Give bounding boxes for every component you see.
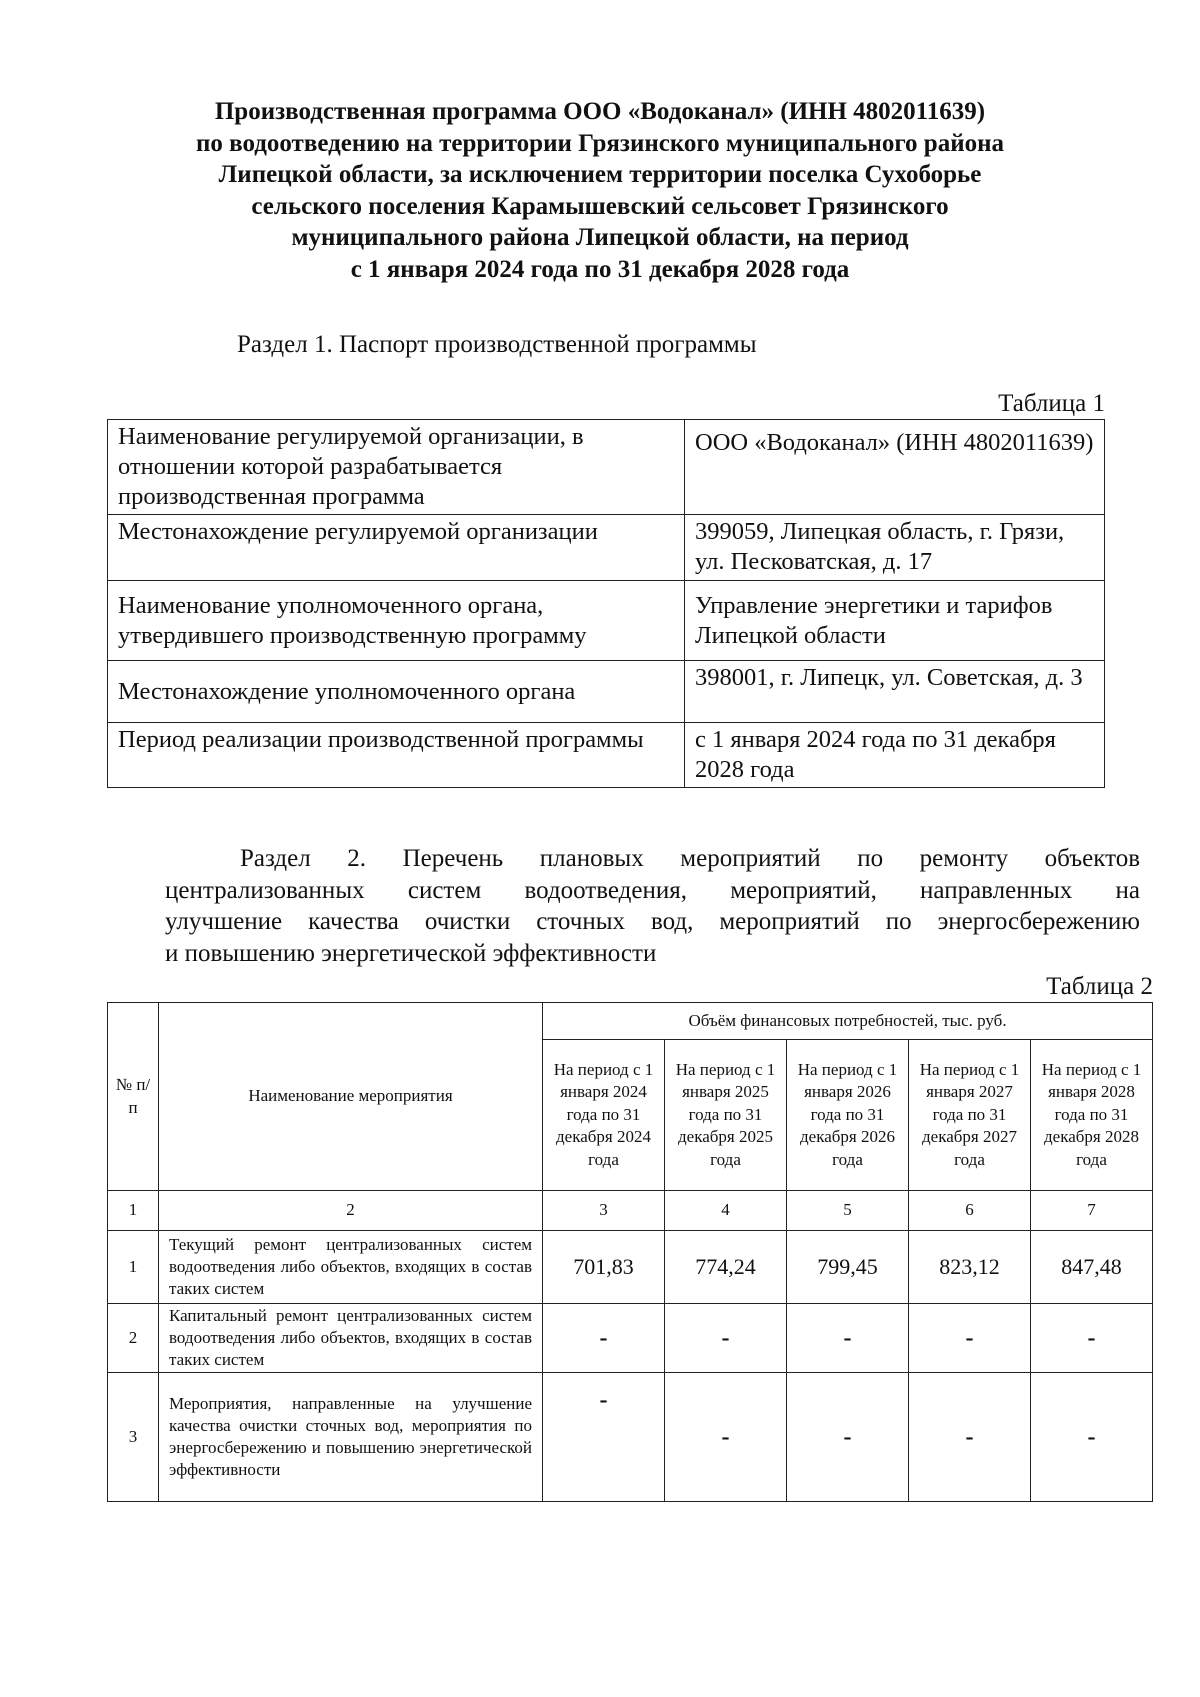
title-line: Производственная программа ООО «Водоканал» (ИНН 4802011639) <box>214 98 986 125</box>
table-row <box>108 515 1105 581</box>
row-value: - <box>665 1304 787 1373</box>
passport-label: Местонахождение регулируемой организации <box>108 515 685 581</box>
row-num: 1 <box>108 1231 159 1304</box>
column-number: 5 <box>787 1191 909 1231</box>
section2-heading-line: централизованных систем водоотведения, мероприятий, направленных на <box>165 876 1140 904</box>
measures-table <box>107 1002 1153 1502</box>
section2-heading-line: Раздел 2. Перечень плановых мероприятий по ремонту объектов <box>240 845 1140 872</box>
column-number: 2 <box>159 1191 543 1231</box>
passport-value: Управление энергетики и тарифов Липецкой области <box>685 581 1105 661</box>
title-line: Липецкой области, за исключением территории поселка Сухоборье <box>218 161 982 188</box>
column-number: 7 <box>1031 1191 1153 1231</box>
section2-heading-line: улучшение качества очистки сточных вод, мероприятий по энергосбережению <box>165 908 1140 935</box>
table-row <box>108 420 1105 515</box>
row-value: - <box>543 1373 665 1502</box>
row-value: - <box>787 1373 909 1502</box>
title-line: с 1 января 2024 года по 31 декабря 2028 года <box>350 255 850 283</box>
table2-caption: Таблица 2 <box>1046 973 1153 1000</box>
passport-label: Местонахождение уполномоченного органа <box>108 661 685 723</box>
passport-value: 399059, Липецкая область, г. Грязи, ул. Песковатская, д. 17 <box>685 515 1105 581</box>
passport-label: Наименование регулируемой организации, в отношении которой разрабатывается производственная программа <box>108 420 685 515</box>
section2-heading-line: и повышению энергетической эффективности <box>165 939 657 967</box>
section1-heading: Раздел 1. Паспорт производственной программы <box>237 331 757 358</box>
passport-value: ООО «Водоканал» (ИНН 4802011639) <box>685 420 1105 515</box>
passport-value: 398001, г. Липецк, ул. Советская, д. 3 <box>685 661 1105 723</box>
table-row <box>108 1231 1153 1304</box>
header-period: На период с 1 января 2026 года по 31 декабря 2026 года <box>787 1040 909 1191</box>
column-number: 4 <box>665 1191 787 1231</box>
table-header-row <box>108 1003 1153 1040</box>
table-row <box>108 1373 1153 1502</box>
row-name: Капитальный ремонт централизованных систем водоотведения либо объектов, входящих в состав таких систем <box>159 1304 543 1373</box>
column-number: 3 <box>543 1191 665 1231</box>
header-name: Наименование мероприятия <box>159 1003 543 1191</box>
passport-value: с 1 января 2024 года по 31 декабря 2028 года <box>685 723 1105 788</box>
row-value: - <box>665 1373 787 1502</box>
header-period: На период с 1 января 2028 года по 31 декабря 2028 года <box>1031 1040 1153 1191</box>
title-line: муниципального района Липецкой области, на период <box>291 224 909 251</box>
row-num: 2 <box>108 1304 159 1373</box>
passport-label: Наименование уполномоченного органа, утвердившего производственную программу <box>108 581 685 661</box>
header-financing: Объём финансовых потребностей, тыс. руб. <box>543 1003 1153 1040</box>
header-period: На период с 1 января 2024 года по 31 декабря 2024 года <box>543 1040 665 1191</box>
table-row <box>108 723 1105 788</box>
passport-label: Период реализации производственной программы <box>108 723 685 788</box>
column-number: 6 <box>909 1191 1031 1231</box>
passport-table <box>107 419 1105 788</box>
header-period: На период с 1 января 2027 года по 31 декабря 2027 года <box>909 1040 1031 1191</box>
title-line: сельского поселения Карамышевский сельсовет Грязинского <box>251 192 949 220</box>
row-value: 847,48 <box>1031 1231 1153 1304</box>
table-row <box>108 581 1105 661</box>
section2-heading <box>165 843 1140 969</box>
row-name: Мероприятия, направленные на улучшение качества очистки сточных вод, мероприятия по энергосбережению и повышению энергетической эффективности <box>159 1373 543 1502</box>
row-value: - <box>787 1304 909 1373</box>
row-value: 701,83 <box>543 1231 665 1304</box>
header-num: № п/п <box>108 1003 159 1191</box>
row-value: 799,45 <box>787 1231 909 1304</box>
table1-caption: Таблица 1 <box>998 390 1105 417</box>
row-value: - <box>543 1304 665 1373</box>
column-number: 1 <box>108 1191 159 1231</box>
row-value: - <box>909 1373 1031 1502</box>
row-value: - <box>1031 1373 1153 1502</box>
title-line: по водоотведению на территории Грязинского муниципального района <box>195 129 1005 157</box>
table-row <box>108 661 1105 723</box>
row-value: - <box>1031 1304 1153 1373</box>
row-name: Текущий ремонт централизованных систем водоотведения либо объектов, входящих в состав таких систем <box>159 1231 543 1304</box>
row-value: - <box>909 1304 1031 1373</box>
table-row <box>108 1304 1153 1373</box>
header-period: На период с 1 января 2025 года по 31 декабря 2025 года <box>665 1040 787 1191</box>
column-number-row <box>108 1191 1153 1231</box>
document-title <box>150 96 1050 285</box>
row-value: 774,24 <box>665 1231 787 1304</box>
row-num: 3 <box>108 1373 159 1502</box>
row-value: 823,12 <box>909 1231 1031 1304</box>
